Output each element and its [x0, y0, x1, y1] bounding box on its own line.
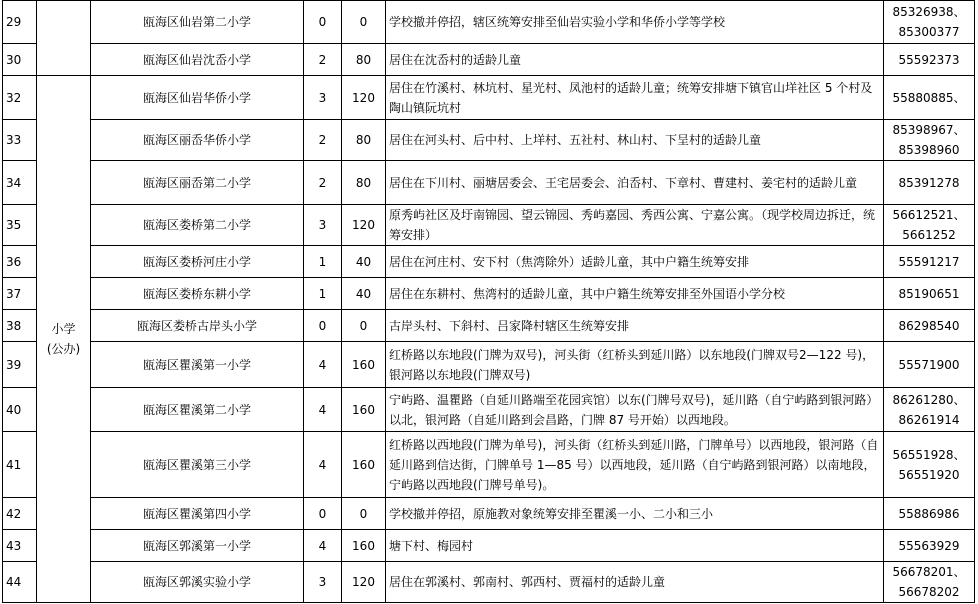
phone-number: 56678201、	[892, 565, 966, 579]
category-cell-blank	[37, 1, 91, 76]
category-sublabel: (公办)	[46, 342, 81, 356]
phone-number: 56678202	[898, 585, 960, 599]
school-name-cell: 瓯海区娄桥第二小学	[91, 205, 304, 246]
table-row	[3, 120, 975, 161]
phone-number: 86261280、	[892, 392, 966, 407]
student-count-cell: 80	[342, 120, 386, 161]
category-label: 小学	[51, 322, 76, 336]
table-row	[3, 76, 975, 120]
enrollment-area-cell: 塘下村、梅园村	[386, 530, 884, 562]
class-count-cell: 3	[304, 76, 342, 120]
student-count-cell: 80	[342, 44, 386, 76]
phone-cell	[884, 205, 975, 246]
class-count-cell: 3	[304, 205, 342, 246]
school-name-cell: 瓯海区娄桥东耕小学	[91, 278, 304, 310]
student-count-cell: 160	[342, 432, 386, 498]
enrollment-area-cell: 居住在东耕村、焦湾村的适龄儿童，其中户籍生统筹安排至外国语小学分校	[386, 278, 884, 310]
school-name-cell: 瓯海区郭溪实验小学	[91, 562, 304, 603]
enrollment-area-cell: 古岸头村、下斜村、吕家降村辖区生统筹安排	[386, 310, 884, 342]
student-count-cell: 0	[342, 1, 386, 44]
row-number-cell: 40	[3, 388, 37, 432]
class-count-cell: 0	[304, 498, 342, 530]
enrollment-area-cell: 居住在下川村、丽塘居委会、王宅居委会、泊岙村、下章村、曹建村、姜宅村的适龄儿童	[386, 161, 884, 205]
enrollment-area-cell: 宁屿路、温瞿路（自延川路端至花园宾馆）以东(门牌号双号)，延川路（自宁屿路到银河路）以北，银河路（自延川路到会昌路，门牌 87 号开始）以西地段。	[386, 388, 884, 432]
phone-cell	[884, 76, 975, 120]
row-number-cell: 35	[3, 205, 37, 246]
row-number-cell: 34	[3, 161, 37, 205]
phone-number: 86298540	[898, 318, 960, 333]
phone-number: 56551920	[898, 467, 960, 482]
phone-number: 85391278	[898, 175, 960, 190]
row-number-cell: 37	[3, 278, 37, 310]
school-name-cell: 瓯海区瞿溪第二小学	[91, 388, 304, 432]
table-row	[3, 342, 975, 388]
student-count-cell: 120	[342, 205, 386, 246]
school-name-cell: 瓯海区仙岩沈岙小学	[91, 44, 304, 76]
table-row	[3, 278, 975, 310]
phone-cell	[884, 498, 975, 530]
class-count-cell: 4	[304, 530, 342, 562]
row-number-cell: 41	[3, 432, 37, 498]
student-count-cell: 160	[342, 342, 386, 388]
phone-number: 56612521、	[892, 208, 966, 222]
phone-number: 55880885、	[892, 90, 966, 105]
table-row	[3, 161, 975, 205]
table-row	[3, 388, 975, 432]
enrollment-area-cell: 居住在郭溪村、郭南村、郭西村、贾福村的适龄儿童	[386, 562, 884, 603]
row-number-cell: 42	[3, 498, 37, 530]
enrollment-area-cell: 居住在河庄村、安下村（焦湾除外）适龄儿童，其中户籍生统筹安排	[386, 246, 884, 278]
category-cell	[37, 76, 91, 603]
enrollment-table	[2, 0, 975, 603]
class-count-cell: 4	[304, 342, 342, 388]
table-row	[3, 498, 975, 530]
phone-cell	[884, 246, 975, 278]
phone-cell	[884, 120, 975, 161]
phone-number: 86261914	[898, 412, 960, 427]
phone-cell	[884, 310, 975, 342]
student-count-cell: 40	[342, 246, 386, 278]
phone-cell	[884, 432, 975, 498]
school-name-cell: 瓯海区仙岩华侨小学	[91, 76, 304, 120]
phone-cell	[884, 530, 975, 562]
school-name-cell: 瓯海区娄桥古岸头小学	[91, 310, 304, 342]
class-count-cell: 2	[304, 120, 342, 161]
school-name-cell: 瓯海区仙岩第二小学	[91, 1, 304, 44]
table-row	[3, 1, 975, 44]
phone-number: 56551928、	[892, 447, 966, 462]
student-count-cell: 120	[342, 76, 386, 120]
row-number-cell: 38	[3, 310, 37, 342]
table-row	[3, 432, 975, 498]
phone-number: 55563929	[898, 538, 960, 553]
phone-number: 5661252	[902, 228, 956, 242]
row-number-cell: 39	[3, 342, 37, 388]
school-name-cell: 瓯海区丽岙第二小学	[91, 161, 304, 205]
class-count-cell: 3	[304, 562, 342, 603]
class-count-cell: 1	[304, 246, 342, 278]
row-number-cell: 33	[3, 120, 37, 161]
phone-number: 55591217	[898, 254, 960, 269]
phone-number: 85398967、	[892, 123, 966, 137]
class-count-cell: 1	[304, 278, 342, 310]
row-number-cell: 30	[3, 44, 37, 76]
phone-cell	[884, 44, 975, 76]
school-name-cell: 瓯海区郭溪第一小学	[91, 530, 304, 562]
phone-number: 85326938、	[892, 5, 966, 19]
enrollment-area-cell: 居住在河头村、后中村、上垟村、五社村、林山村、下呈村的适龄儿童	[386, 120, 884, 161]
table-body	[3, 1, 975, 603]
class-count-cell: 0	[304, 1, 342, 44]
student-count-cell: 160	[342, 388, 386, 432]
table-row	[3, 246, 975, 278]
school-name-cell: 瓯海区瞿溪第三小学	[91, 432, 304, 498]
phone-cell	[884, 342, 975, 388]
class-count-cell: 2	[304, 44, 342, 76]
row-number-cell: 29	[3, 1, 37, 44]
table-row	[3, 310, 975, 342]
row-number-cell: 36	[3, 246, 37, 278]
row-number-cell: 44	[3, 562, 37, 603]
table-row	[3, 562, 975, 603]
student-count-cell: 0	[342, 498, 386, 530]
enrollment-area-cell: 居住在沈岙村的适龄儿童	[386, 44, 884, 76]
phone-number: 85398960	[898, 143, 960, 157]
class-count-cell: 4	[304, 432, 342, 498]
enrollment-area-cell: 红桥路以西地段(门牌为单号)，河头街（红桥头到延川路，门牌单号）以西地段，银河路（自延川路到信达街，门牌单号 1—85 号）以西地段，延川路（自宁屿路到银河路）以南地段，宁屿路以西地段(门牌号单号)。	[386, 432, 884, 498]
row-number-cell: 43	[3, 530, 37, 562]
phone-cell	[884, 1, 975, 44]
student-count-cell: 120	[342, 562, 386, 603]
school-name-cell: 瓯海区娄桥河庄小学	[91, 246, 304, 278]
enrollment-area-cell: 红桥路以东地段(门牌为双号)，河头街（红桥头到延川路）以东地段(门牌双号2—122 号)，银河路以东地段(门牌双号)	[386, 342, 884, 388]
table-row	[3, 205, 975, 246]
phone-number: 85300377	[898, 25, 960, 39]
student-count-cell: 160	[342, 530, 386, 562]
phone-number: 55886986	[898, 506, 960, 521]
phone-cell	[884, 388, 975, 432]
phone-cell	[884, 278, 975, 310]
enrollment-area-cell: 学校撤并停招，辖区统筹安排至仙岩实验小学和华侨小学等学校	[386, 1, 884, 44]
enrollment-area-cell: 原秀屿社区及圩南锦园、望云锦园、秀屿嘉园、秀西公寓、宁嘉公寓。（现学校周边拆迁，统筹安排）	[386, 205, 884, 246]
phone-cell	[884, 161, 975, 205]
table-row	[3, 44, 975, 76]
student-count-cell: 0	[342, 310, 386, 342]
phone-number: 85190651	[898, 286, 960, 301]
class-count-cell: 2	[304, 161, 342, 205]
phone-cell	[884, 562, 975, 603]
enrollment-area-cell: 学校撤并停招，原施教对象统筹安排至瞿溪一小、二小和三小	[386, 498, 884, 530]
table-row	[3, 530, 975, 562]
row-number-cell: 32	[3, 76, 37, 120]
student-count-cell: 80	[342, 161, 386, 205]
enrollment-area-cell: 居住在竹溪村、林坑村、星光村、凤池村的适龄儿童；统筹安排塘下镇官山垟社区 5 个村及陶山镇阮坑村	[386, 76, 884, 120]
phone-number: 55592373	[898, 52, 960, 67]
school-name-cell: 瓯海区瞿溪第四小学	[91, 498, 304, 530]
school-name-cell: 瓯海区丽岙华侨小学	[91, 120, 304, 161]
class-count-cell: 0	[304, 310, 342, 342]
school-name-cell: 瓯海区瞿溪第一小学	[91, 342, 304, 388]
student-count-cell: 40	[342, 278, 386, 310]
phone-number: 55571900	[898, 357, 960, 372]
class-count-cell: 4	[304, 388, 342, 432]
